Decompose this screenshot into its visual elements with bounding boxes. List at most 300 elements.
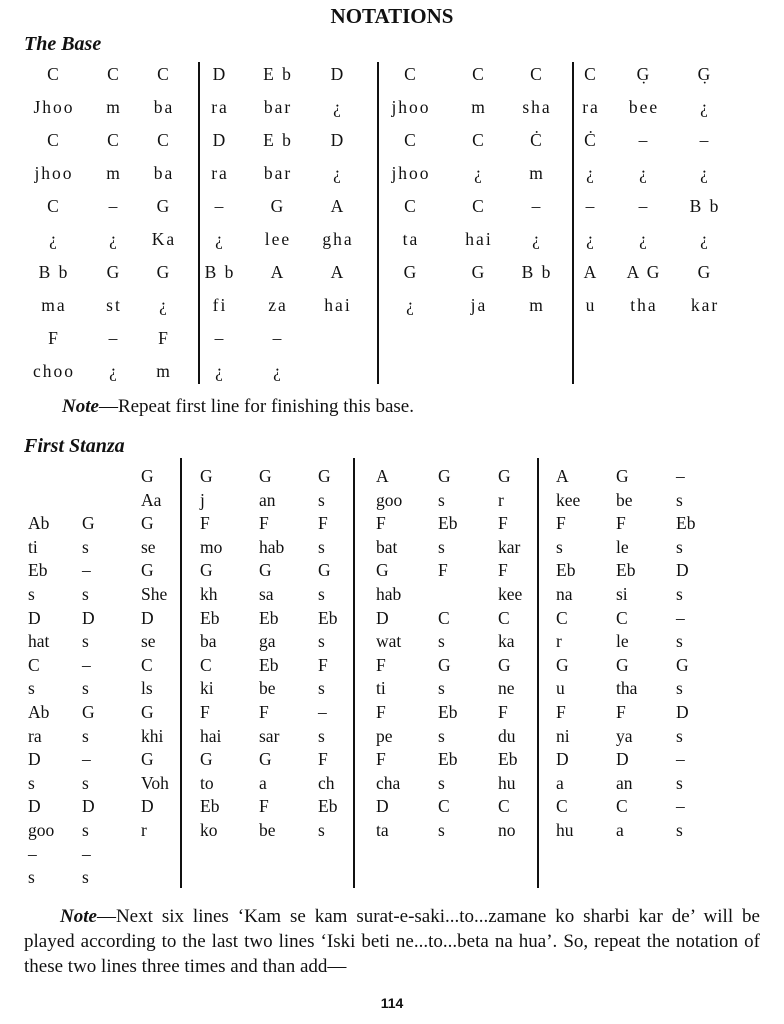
base-note-cell: G (270, 196, 286, 216)
base-note-cell: E b (263, 64, 293, 84)
stanza-note-cell: G (616, 654, 629, 675)
base-note-cell: bee (628, 97, 660, 117)
stanza-note-cell: G (259, 466, 272, 486)
stanza-note-cell: hat (28, 631, 50, 652)
stanza-note-cell: a (259, 772, 267, 793)
stanza-note-cell: ѕ (82, 772, 89, 793)
stanza-note-cell: F (376, 749, 386, 770)
stanza-note-cell: G (141, 749, 154, 770)
stanza-note-cell: A (376, 466, 389, 486)
stanza-note-cell: – (82, 749, 91, 770)
stanza-note-cell: Ab (28, 702, 50, 722)
stanza-note-cell: D (28, 749, 41, 770)
stanza-note-cell: Voh (141, 772, 169, 793)
stanza-note-cell: C (438, 796, 450, 817)
base-note-cell: jhoo (391, 97, 431, 117)
stanza-note-cell: ѕ (676, 772, 683, 793)
stanza-note-cell: hu (498, 772, 516, 793)
stanza-note-cell: ko (200, 820, 218, 840)
stanza-note-cell: G (141, 466, 154, 486)
base-note-cell: fi (212, 295, 228, 315)
base-note-cell: – (214, 328, 226, 348)
stanza-note-cell: no (498, 820, 516, 840)
base-note-cell: jhoo (391, 163, 431, 183)
stanza-note-cell: D (616, 749, 629, 770)
stanza-note-cell: se (141, 536, 156, 557)
stanza-note-cell: F (616, 702, 626, 722)
stanza-note-cell: ta (376, 820, 389, 840)
base-note-cell: G (156, 196, 172, 216)
stanza-note-cell: F (259, 702, 269, 722)
base-note-cell: ¿ (406, 295, 416, 315)
base-note-cell: ¿ (109, 361, 119, 381)
base-note-cell: ¿ (700, 163, 710, 183)
stanza-note-cell: D (141, 796, 154, 817)
stanza-note-cell: Eb (259, 654, 279, 675)
base-note-cell: C (404, 196, 418, 216)
stanza-note-cell: khi (141, 725, 164, 746)
stanza-note-cell: D (676, 702, 689, 722)
base-note-cell: ¿ (49, 229, 59, 249)
stanza-note-cell: – (82, 560, 91, 581)
stanza-note-cell: F (376, 702, 386, 722)
stanza-note-cell: F (556, 702, 566, 722)
stanza-note-cell: tha (616, 678, 638, 699)
base-note-cell: m (529, 163, 545, 183)
base-note-cell: ¿ (700, 229, 710, 249)
stanza-note-cell: hai (200, 725, 222, 746)
base-note-cell: ¿ (639, 229, 649, 249)
base-note-cell: F (158, 328, 170, 348)
stanza-note-cell: G (141, 513, 154, 534)
stanza-note-cell: ѕ (28, 867, 35, 888)
base-note-cell: C (530, 64, 544, 84)
stanza-note-cell: G (498, 654, 511, 675)
base-note-cell: hai (324, 295, 352, 315)
stanza-note-cell: le (616, 536, 629, 557)
base-note-cell: choo (32, 361, 76, 381)
stanza-note-cell: Eb (498, 749, 518, 770)
stanza-note-cell: G (556, 654, 569, 675)
stanza-note-cell: ѕ (318, 584, 325, 604)
stanza-note-cell: se (141, 631, 156, 652)
base-note-cell: C (47, 196, 61, 216)
base-note-cell: ba (153, 163, 175, 183)
stanza-note-cell: kee (498, 584, 523, 604)
stanza-note-cell: ya (616, 725, 633, 746)
stanza-note-cell: ѕ (82, 725, 89, 746)
stanza-note-cell: ti (376, 678, 386, 699)
stanza-note-cell: G (200, 560, 213, 581)
stanza-note-cell: D (676, 560, 689, 581)
stanza-note-cell: – (676, 466, 685, 486)
stanza-note-cell: A (556, 466, 569, 486)
bar-line (537, 458, 539, 888)
base-note-cell: jhoo (34, 163, 74, 183)
stanza-note-cell: D (82, 796, 95, 817)
base-note-cell: m (106, 163, 122, 183)
stanza-note-cell: Eb (259, 607, 279, 628)
base-note-cell: D (330, 130, 346, 150)
stanza-note-cell: F (318, 513, 328, 534)
stanza-note-cell: Eb (200, 796, 220, 817)
base-note-cell: ta (402, 229, 420, 249)
stanza-note-cell: hab (376, 584, 402, 604)
stanza-note-cell: ѕ (28, 772, 35, 793)
base-note (62, 396, 414, 418)
stanza-note-cell: ѕ (556, 536, 563, 557)
stanza-note-cell: pe (376, 725, 393, 746)
stanza-note-cell: C (498, 796, 510, 817)
stanza-note-cell: F (498, 513, 508, 534)
stanza-note-cell: – (318, 702, 327, 722)
page-title: NOTATIONS (330, 4, 454, 28)
stanza-note-cell: Eb (438, 749, 458, 770)
stanza-note-cell: Aa (141, 489, 162, 510)
stanza-note-cell: Eb (616, 560, 636, 581)
base-note-cell: ¿ (586, 163, 596, 183)
base-note-cell: – (108, 196, 120, 216)
stanza-note-cell: ѕ (82, 584, 89, 604)
base-note-cell: bar (263, 97, 293, 117)
base-note-cell: G (403, 262, 419, 282)
base-note-cell: B b (521, 262, 553, 282)
base-note-cell: G (471, 262, 487, 282)
stanza-note-cell: Ab (28, 513, 50, 534)
stanza-note-cell: Eb (28, 560, 48, 581)
stanza-note-cell: ѕ (28, 584, 35, 604)
stanza-note-cell: D (28, 796, 41, 817)
stanza-note-cell: hu (556, 820, 574, 840)
base-note-cell: ¿ (215, 361, 225, 381)
stanza-note-cell: – (676, 749, 685, 770)
base-note-cell: C (157, 130, 171, 150)
stanza-note-cell: r (498, 489, 504, 510)
stanza-note-cell: F (318, 749, 328, 770)
stanza-note-cell: G (259, 749, 272, 770)
base-note-cell: C (107, 64, 121, 84)
base-note-cell: G (697, 262, 713, 282)
base-note-cell: ¿ (586, 229, 596, 249)
stanza-note-cell: Eb (318, 607, 338, 628)
stanza-note-cell: F (200, 513, 210, 534)
base-note-cell: B b (38, 262, 70, 282)
bar-line (377, 62, 379, 384)
stanza-note-cell: an (616, 772, 633, 793)
stanza-note-cell: She (141, 584, 168, 604)
stanza-note-cell: ѕ (676, 820, 683, 840)
stanza-note-cell: be (259, 678, 276, 699)
stanza-note-label: Note (60, 906, 97, 927)
stanza-note-cell: bat (376, 536, 398, 557)
stanza-note-cell: ѕ (318, 536, 325, 557)
stanza-note-cell: C (556, 796, 568, 817)
base-note-cell: ¿ (639, 163, 649, 183)
base-note-cell: G̣ (636, 64, 652, 84)
stanza-note-cell: be (616, 489, 633, 510)
stanza-note-cell: G (318, 466, 331, 486)
stanza-note-cell: G (616, 466, 629, 486)
stanza-note-cell: ni (556, 725, 570, 746)
base-note-cell: G̣ (697, 64, 713, 84)
stanza-note-cell: ne (498, 678, 515, 699)
bar-line (198, 62, 200, 384)
stanza-note-cell: F (556, 513, 566, 534)
base-note-cell: A (330, 262, 346, 282)
stanza-note-cell: F (498, 702, 508, 722)
stanza-note-cell: ѕ (438, 536, 445, 557)
stanza-note-cell: G (141, 560, 154, 581)
stanza-note-cell: ѕ (82, 820, 89, 840)
base-note-cell: C (472, 64, 486, 84)
stanza-note-cell: F (318, 654, 328, 675)
stanza-note-cell: mo (200, 536, 223, 557)
stanza-note-cell: ka (498, 631, 515, 652)
base-note-cell: C (472, 196, 486, 216)
stanza-note-cell: G (200, 749, 213, 770)
base-note-cell: D (212, 64, 228, 84)
base-note-text: —Repeat first line for finishing this base. (98, 396, 414, 417)
base-note-cell: ¿ (700, 97, 710, 117)
stanza-note-cell: ѕ (676, 725, 683, 746)
stanza-note-cell: ѕ (676, 536, 683, 557)
base-note-cell: – (585, 196, 597, 216)
stanza-note-cell: C (141, 654, 153, 675)
stanza-note-cell: G (200, 466, 213, 486)
base-note-cell: ra (211, 97, 229, 117)
base-note-cell: st (106, 295, 122, 315)
stanza-note-cell: a (616, 820, 624, 840)
stanza-note-cell: C (556, 607, 568, 628)
base-note-cell: C (47, 130, 61, 150)
base-note-cell: ¿ (333, 163, 343, 183)
base-note-cell: A G (626, 262, 662, 282)
base-note-cell: E b (263, 130, 293, 150)
base-note-cell: ¿ (109, 229, 119, 249)
stanza-note (24, 904, 760, 979)
base-heading: The Base (24, 33, 102, 55)
base-note-cell: C (404, 64, 418, 84)
stanza-note-cell: ѕ (676, 678, 683, 699)
stanza-note-cell: – (28, 843, 37, 864)
base-note-cell: A (583, 262, 599, 282)
stanza-note-cell: ѕ (438, 772, 445, 793)
base-note-cell: ra (211, 163, 229, 183)
base-note-cell: – (638, 196, 650, 216)
base-note-cell: ba (153, 97, 175, 117)
base-note-cell: F (48, 328, 60, 348)
stanza-note-cell: G (438, 466, 451, 486)
base-note-cell: – (699, 130, 711, 150)
base-note-cell: ¿ (333, 97, 343, 117)
stanza-note-cell: Eb (438, 702, 458, 722)
stanza-note-cell: Eb (438, 513, 458, 534)
stanza-note-cell: ѕ (318, 489, 325, 510)
base-note-cell: D (212, 130, 228, 150)
bar-line (572, 62, 574, 384)
stanza-note-cell: F (259, 513, 269, 534)
stanza-note-cell: kar (498, 536, 521, 557)
stanza-note-cell: G (676, 654, 689, 675)
stanza-note-cell: ѕ (676, 631, 683, 652)
stanza-note-cell: G (498, 466, 511, 486)
stanza-note-cell: ch (318, 772, 335, 793)
stanza-note-cell: kh (200, 584, 218, 604)
stanza-note-cell: ѕ (318, 725, 325, 746)
stanza-note-cell: – (676, 607, 685, 628)
stanza-note-cell: ѕ (82, 536, 89, 557)
stanza-note-cell: C (28, 654, 40, 675)
stanza-note-cell: D (141, 607, 154, 628)
stanza-note-cell: F (200, 702, 210, 722)
base-note-cell: – (531, 196, 543, 216)
stanza-note-cell: D (28, 607, 41, 628)
stanza-note-cell: F (498, 560, 508, 581)
stanza-note-cell: goo (28, 820, 55, 840)
stanza-note-cell: – (82, 654, 91, 675)
stanza-note-cell: ga (259, 631, 276, 652)
base-note-cell: m (156, 361, 172, 381)
stanza-note-cell: G (259, 560, 272, 581)
base-note-cell: A (270, 262, 286, 282)
stanza-note-cell: na (556, 584, 573, 604)
stanza-note-cell: G (82, 513, 95, 534)
bar-line (180, 458, 182, 888)
stanza-note-cell: G (82, 702, 95, 722)
stanza-note-cell: ѕ (676, 489, 683, 510)
stanza-note-cell: G (141, 702, 154, 722)
stanza-note-cell: ѕ (318, 678, 325, 699)
base-note-cell: m (471, 97, 487, 117)
stanza-note-cell: ba (200, 631, 217, 652)
stanza-note-cell: Eb (200, 607, 220, 628)
stanza-note-cell: ѕ (318, 820, 325, 840)
stanza-note-cell: ls (141, 678, 153, 699)
stanza-note-cell: D (556, 749, 569, 770)
base-note-cell: ¿ (273, 361, 283, 381)
base-note-cell: C (404, 130, 418, 150)
base-note-cell: za (268, 295, 288, 315)
base-note-cell: D (330, 64, 346, 84)
stanza-note-cell: F (259, 796, 269, 817)
base-note-cell: – (108, 328, 120, 348)
base-note-cell: C (157, 64, 171, 84)
base-note-cell: m (529, 295, 545, 315)
stanza-note-cell: ѕ (438, 820, 445, 840)
stanza-note-cell: – (676, 796, 685, 817)
base-note-cell: lee (264, 229, 292, 249)
stanza-note-cell: an (259, 489, 276, 510)
base-note-cell: – (214, 196, 226, 216)
stanza-note-cell: C (438, 607, 450, 628)
stanza-heading: First Stanza (24, 435, 125, 457)
stanza-note-cell: sar (259, 725, 280, 746)
stanza-note-cell: u (556, 678, 565, 699)
stanza-note-cell: C (616, 607, 628, 628)
base-note-cell: C (47, 64, 61, 84)
base-note-cell: – (272, 328, 284, 348)
base-note-cell: C (584, 64, 598, 84)
stanza-note-cell: Eb (676, 513, 696, 534)
base-note-cell: sha (522, 97, 552, 117)
stanza-note-cell: be (259, 820, 276, 840)
stanza-note-cell: F (376, 513, 386, 534)
base-note-cell: C (107, 130, 121, 150)
base-note-cell: C (472, 130, 486, 150)
base-note-cell: ¿ (215, 229, 225, 249)
base-note-cell: u (585, 295, 597, 315)
stanza-note-cell: D (82, 607, 95, 628)
stanza-note-cell: ѕ (82, 867, 89, 888)
stanza-note-cell: F (616, 513, 626, 534)
bar-line (353, 458, 355, 888)
base-note-cell: – (638, 130, 650, 150)
stanza-note-cell: du (498, 725, 516, 746)
stanza-note-cell: a (556, 772, 564, 793)
stanza-note-cell: C (616, 796, 628, 817)
base-note-cell: Ka (151, 229, 177, 249)
stanza-note-cell: wat (376, 631, 402, 652)
stanza-note-cell: j (200, 489, 205, 510)
base-note-cell: Jhoo (33, 97, 75, 117)
stanza-note-cell: r (556, 631, 562, 652)
base-note-cell: ¿ (474, 163, 484, 183)
stanza-note-cell: G (376, 560, 389, 581)
stanza-note-cell: ѕ (82, 631, 89, 652)
stanza-note-cell: le (616, 631, 629, 652)
base-note-cell: ma (41, 295, 67, 315)
stanza-note-cell: ѕ (438, 489, 445, 510)
stanza-note-cell: F (376, 654, 386, 675)
stanza-note-text: —Next six lines ‘Kam se kam surat-e-saki...to...zamane ko sharbi kar de’ will be played according to the last two lines ‘Iski beti ne...to...beta na hua’. So, repeat the notation of these two lines three times and than add— (24, 906, 760, 977)
stanza-note-cell: G (318, 560, 331, 581)
base-note-cell: kar (690, 295, 720, 315)
stanza-note-cell: G (438, 654, 451, 675)
stanza-note-cell: kee (556, 489, 581, 510)
stanza-note-cell: C (498, 607, 510, 628)
base-note-cell: hai (465, 229, 493, 249)
base-note-cell: ¿ (532, 229, 542, 249)
base-note-label: Note (62, 396, 99, 417)
stanza-note-cell: Eb (318, 796, 338, 817)
stanza-note-cell: ѕ (438, 631, 445, 652)
stanza-note-cell: cha (376, 772, 401, 793)
base-note-cell: G (106, 262, 122, 282)
stanza-note-cell: ѕ (28, 678, 35, 699)
stanza-note-cell: r (141, 820, 147, 840)
base-note-cell: A (330, 196, 346, 216)
base-note-cell: G (156, 262, 172, 282)
stanza-note-cell: ѕ (438, 725, 445, 746)
base-note-cell: Ċ (530, 130, 544, 150)
base-note-cell: B b (204, 262, 236, 282)
page-number: 114 (380, 995, 404, 1011)
stanza-note-cell: ra (28, 725, 42, 746)
base-note-cell: tha (630, 295, 658, 315)
stanza-note-cell: sa (259, 584, 274, 604)
stanza-note-cell: goo (376, 489, 403, 510)
base-note-cell: ja (470, 295, 488, 315)
stanza-note-cell: – (82, 843, 91, 864)
stanza-note-cell: D (376, 607, 389, 628)
base-note-cell: m (106, 97, 122, 117)
stanza-note-cell: ѕ (676, 584, 683, 604)
base-note-cell: Ċ (584, 130, 598, 150)
stanza-note-cell: ti (28, 536, 38, 557)
stanza-note-cell: to (200, 772, 214, 793)
stanza-note-cell: ѕ (82, 678, 89, 699)
stanza-note-cell: Eb (556, 560, 576, 581)
